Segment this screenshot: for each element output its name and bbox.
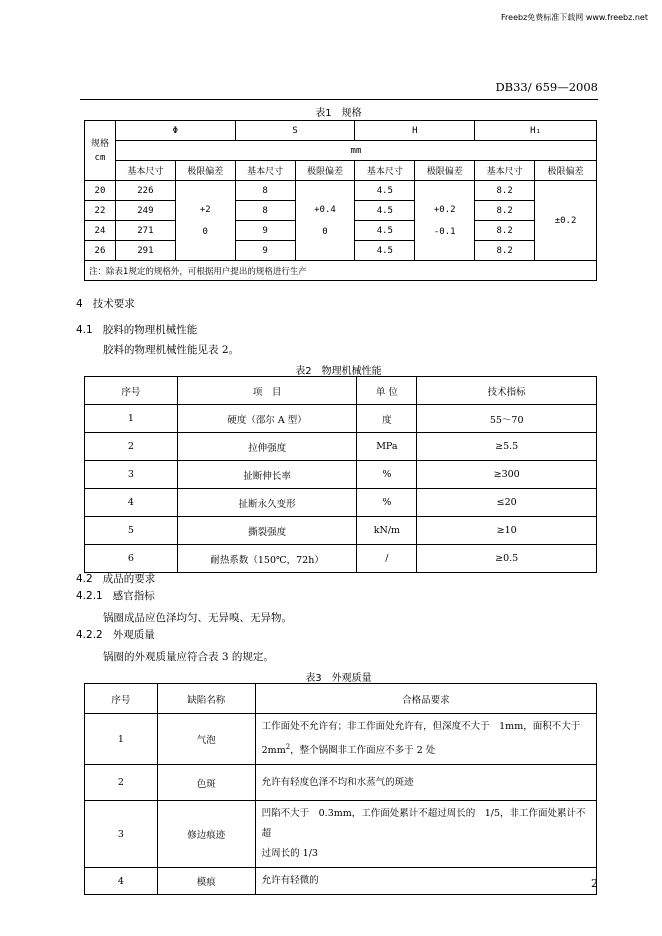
section-4-1-text: 胶料的物理机械性能见表 2。	[103, 344, 240, 356]
cell: 3	[85, 801, 158, 868]
cell: ≤20	[417, 489, 597, 517]
table-row	[85, 461, 597, 489]
cell: 8.2	[475, 221, 535, 241]
cell: 修边痕迹	[157, 801, 255, 868]
page-number: 2	[591, 877, 598, 890]
standard-number: DB33/ 659—2008	[495, 80, 598, 94]
cell: kN/m	[357, 517, 417, 545]
col-header: 合格品要求	[255, 684, 596, 714]
cell: 扯断永久变形	[177, 489, 357, 517]
cell: 4	[85, 868, 158, 895]
cell: 9	[235, 221, 295, 241]
col-header: 序号	[85, 377, 178, 405]
cell: 2	[85, 433, 178, 461]
header-rule	[80, 99, 598, 100]
requirement-cell: 工作面处不允许有；非工作面处允许有，但深度不大于 1mm，面积不大于 $2mm^2$，整个锅圈非工作面应不多于 2 处	[255, 714, 596, 765]
cell: 1	[85, 405, 178, 433]
table-row	[85, 517, 597, 545]
table-row	[85, 868, 597, 895]
cell: 9	[235, 241, 295, 261]
sub-header: 基本尺寸	[235, 161, 295, 181]
cell: ≥10	[417, 517, 597, 545]
cell: 1	[85, 714, 158, 765]
cell: 8.2	[475, 201, 535, 221]
cell: 模痕	[157, 868, 255, 895]
cell: 8	[235, 181, 295, 201]
table-row	[85, 801, 597, 868]
cell: 3	[85, 461, 178, 489]
sub-header: 极限偏差	[535, 161, 597, 181]
sub-header: 基本尺寸	[115, 161, 175, 181]
table-row	[85, 489, 597, 517]
cell: 4.5	[355, 181, 415, 201]
unit-header: mm	[115, 141, 596, 161]
cell: 扯断伸长率	[177, 461, 357, 489]
col-header: 序号	[85, 684, 158, 714]
group-header-phi: Φ	[115, 121, 235, 141]
cell: 5	[85, 517, 178, 545]
cell: 色斑	[157, 765, 255, 801]
col-header: 单 位	[357, 377, 417, 405]
cell: 22	[85, 201, 116, 221]
tol-h1: ±0.2	[535, 181, 597, 261]
cell: ≥5.5	[417, 433, 597, 461]
section-4-1-heading: 4.1 胶料的物理机械性能	[76, 324, 198, 336]
cell: 度	[357, 405, 417, 433]
sub-header: 极限偏差	[415, 161, 475, 181]
cell: %	[357, 489, 417, 517]
group-header-h1: H₁	[475, 121, 597, 141]
site-watermark: Freebz免费标准下载网 www.freebz.net	[501, 13, 648, 22]
col-header: 缺陷名称	[157, 684, 255, 714]
cell: 4.5	[355, 241, 415, 261]
cell: 26	[85, 241, 116, 261]
cell: 271	[115, 221, 175, 241]
spec-table	[84, 120, 597, 281]
cell: ≥0.5	[417, 545, 597, 573]
cell: 硬度（邵尔 A 型）	[177, 405, 357, 433]
table-row	[85, 405, 597, 433]
table-row	[85, 714, 597, 765]
cell: 24	[85, 221, 116, 241]
cell: 8	[235, 201, 295, 221]
sub-header: 基本尺寸	[355, 161, 415, 181]
section-4-2-1-heading: 4.2.1 感官指标	[76, 590, 155, 602]
appearance-quality-table	[84, 683, 597, 895]
requirement-cell: 允许有轻度色泽不均和水蒸气的斑迹	[255, 765, 596, 801]
col-header: 项 目	[177, 377, 357, 405]
cell: %	[357, 461, 417, 489]
group-header-s: S	[235, 121, 355, 141]
physical-properties-table	[84, 376, 597, 573]
sub-header: 极限偏差	[295, 161, 355, 181]
section-4-2-heading: 4.2 成品的要求	[76, 573, 156, 585]
requirement-cell: 允许有轻微的	[255, 868, 596, 895]
spec-header: 规格 cm	[85, 121, 116, 181]
cell: 4	[85, 489, 178, 517]
cell: MPa	[357, 433, 417, 461]
section-4-2-2-heading: 4.2.2 外观质量	[76, 629, 155, 641]
cell: 249	[115, 201, 175, 221]
table1-note: 注：除表1规定的规格外，可根据用户提出的规格进行生产	[85, 261, 597, 281]
table-row	[85, 181, 597, 201]
cell: 55～70	[417, 405, 597, 433]
col-header: 技术指标	[417, 377, 597, 405]
section-4-2-1-text: 锅圈成品应色泽均匀、无异嗅、无异物。	[103, 612, 292, 624]
table-row	[85, 545, 597, 573]
cell: 8.2	[475, 181, 535, 201]
table-row	[85, 433, 597, 461]
section-4-heading: 4 技术要求	[76, 298, 135, 310]
cell: 气泡	[157, 714, 255, 765]
cell: 8.2	[475, 241, 535, 261]
tol-h: +0.2 -0.1	[415, 181, 475, 261]
requirement-cell: 凹陷不大于 0.3mm，工作面处累计不超过周长的 1/5，非工作面处累计不超 过周长的 1/3	[255, 801, 596, 868]
cell: 拉伸强度	[177, 433, 357, 461]
cell: /	[357, 545, 417, 573]
group-header-h: H	[355, 121, 475, 141]
cell: 226	[115, 181, 175, 201]
cell: 6	[85, 545, 178, 573]
sub-header: 极限偏差	[175, 161, 235, 181]
cell: 4.5	[355, 201, 415, 221]
table-row	[85, 765, 597, 801]
table3-caption: 表3 外观质量	[305, 673, 372, 684]
table1-caption: 表1 规格	[315, 108, 362, 119]
sub-header: 基本尺寸	[475, 161, 535, 181]
tol-s: +0.4 0	[295, 181, 355, 261]
section-4-2-2-text: 锅圈的外观质量应符合表 3 的规定。	[103, 651, 274, 663]
tol-phi: +2 0	[175, 181, 235, 261]
cell: 耐热系数（150℃，72h）	[177, 545, 357, 573]
cell: ≥300	[417, 461, 597, 489]
cell: 291	[115, 241, 175, 261]
cell: 4.5	[355, 221, 415, 241]
cell: 20	[85, 181, 116, 201]
cell: 撕裂强度	[177, 517, 357, 545]
table2-caption: 表2 物理机械性能	[295, 366, 382, 377]
cell: 2	[85, 765, 158, 801]
